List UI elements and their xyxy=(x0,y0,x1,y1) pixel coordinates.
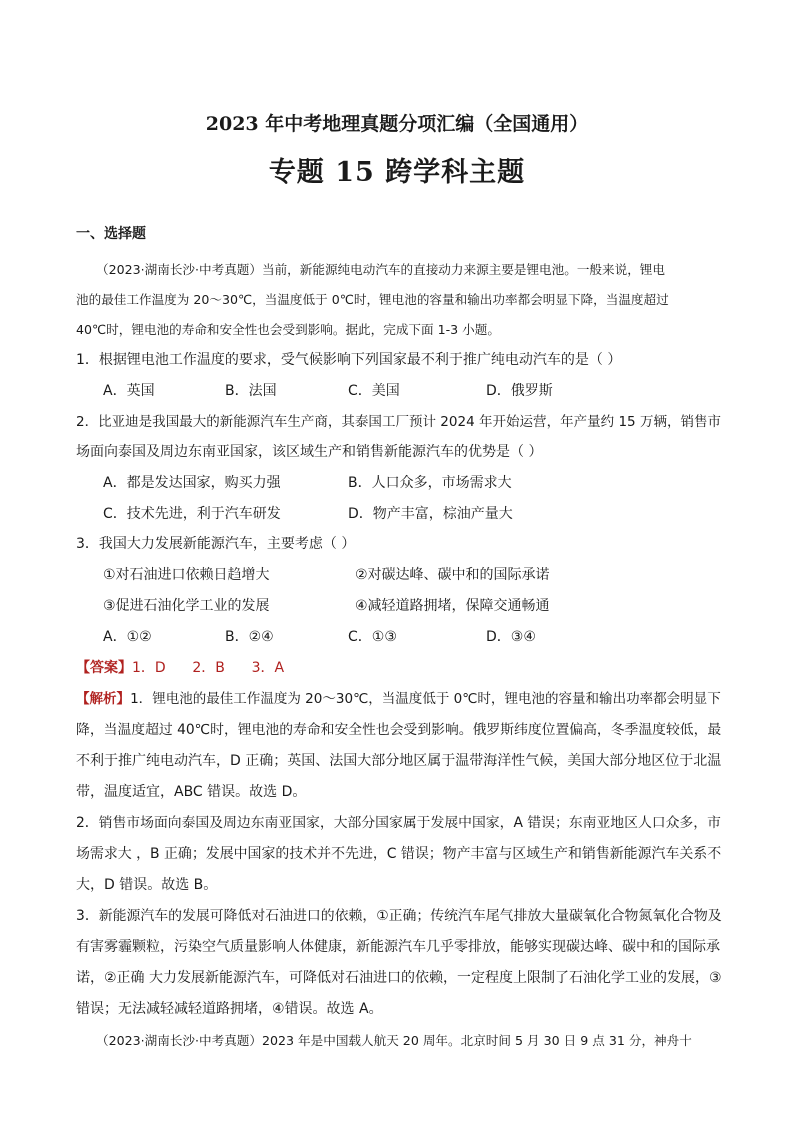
answer-text: 1．D 2．B 3．A xyxy=(132,660,285,676)
document-subtitle: 专题 15 跨学科主题 xyxy=(268,157,526,188)
passage-line: 40℃时，锂电池的寿命和安全性也会受到影响。据此，完成下面 1-3 小题。 xyxy=(76,322,500,337)
analysis-line: 2．销售市场面向泰国及周边东南亚国家，大部分国家属于发展中国家，A 错误；东南亚地区人口众多，市 xyxy=(76,815,721,831)
document-title: 2023 年中考地理真题分项汇编（全国通用） xyxy=(205,113,589,135)
analysis-line: 降，当温度超过 40℃时，锂电池的寿命和安全性也会受到影响。俄罗斯纬度位置偏高，冬季温度较低，最 xyxy=(76,722,722,738)
analysis-label: 【解析】 xyxy=(76,691,131,707)
analysis-line: 带，温度适宜，ABC 错误。故选 D。 xyxy=(76,784,307,800)
passage-line: 池的最佳工作温度为 20～30℃，当温度低于 0℃时，锂电池的容量和输出功率都会明显下降，当温度超过 xyxy=(76,292,669,307)
q3-option-c: C．①③ xyxy=(348,629,397,645)
analysis-line: 诺，②正确 大力发展新能源汽车，可降低对石油进口的依赖，一定程度上限制了石油化学工业的发展，③ xyxy=(76,970,722,986)
question-2-stem: 2．比亚迪是我国最大的新能源汽车生产商，其泰国工厂预计 2024 年开始运营，年产量约 15 万辆，销售市 xyxy=(76,414,722,430)
q3-option-a: A．①② xyxy=(103,629,152,645)
analysis-line: 3．新能源汽车的发展可降低对石油进口的依赖，①正确；传统汽车尾气排放大量碳氧化合物氮氧化合物及 xyxy=(76,908,722,924)
answer-label: 【答案】 xyxy=(76,660,132,676)
analysis-line: 不利于推广纯电动汽车，D 正确；英国、法国大部分地区属于温带海洋性气候，美国大部分地区位于北温 xyxy=(76,753,722,769)
analysis-text: 1．锂电池的最佳工作温度为 20～30℃，当温度低于 0℃时，锂电池的容量和输出功率都会明显下 xyxy=(130,691,721,707)
q2-option-c: C．技术先进，利于汽车研发 xyxy=(103,506,281,522)
q2-option-a: A．都是发达国家，购买力强 xyxy=(103,475,281,491)
q3-statement-3: ③促进石油化学工业的发展 xyxy=(103,598,270,614)
analysis-line: 场需求大 ，B 正确；发展中国家的技术并不先进，C 错误；物产丰富与区域生产和销售新能源汽车关系不 xyxy=(76,846,722,862)
q1-option-b: B．法国 xyxy=(225,383,277,399)
analysis-line xyxy=(76,689,721,709)
answer-line xyxy=(76,658,284,678)
q3-statement-4: ④减轻道路拥堵，保障交通畅通 xyxy=(355,598,550,614)
question-1-stem: 1．根据锂电池工作温度的要求，受气候影响下列国家最不利于推广纯电动汽车的是（ ） xyxy=(76,352,622,368)
question-2-stem: 场面向泰国及周边东南亚国家，该区域生产和销售新能源汽车的优势是（ ） xyxy=(76,444,543,460)
analysis-line: 错误；无法减轻减轻道路拥堵，④错误。故选 A。 xyxy=(76,1001,383,1017)
analysis-line: 大，D 错误。故选 B。 xyxy=(76,877,218,893)
analysis-line: 有害雾霾颗粒，污染空气质量影响人体健康，新能源汽车几乎零排放，能够实现碳达峰、碳中和的国际承 xyxy=(76,939,720,955)
q1-option-a: A．英国 xyxy=(103,383,155,399)
q3-statement-1: ①对石油进口依赖日趋增大 xyxy=(103,567,270,583)
passage-line: （2023·湖南长沙·中考真题）2023 年是中国载人航天 20 周年。北京时间 5 月 30 日 9 点 31 分，神舟十 xyxy=(96,1033,692,1048)
passage-line: （2023·湖南长沙·中考真题）当前，新能源纯电动汽车的直接动力来源主要是锂电池。一般来说，锂电 xyxy=(96,262,665,277)
q1-option-d: D．俄罗斯 xyxy=(486,383,553,399)
q3-statement-2: ②对碳达峰、碳中和的国际承诺 xyxy=(355,567,550,583)
section-heading: 一、选择题 xyxy=(76,226,146,242)
q1-option-c: C．美国 xyxy=(348,383,400,399)
question-3-stem: 3．我国大力发展新能源汽车，主要考虑（ ） xyxy=(76,536,356,552)
q2-option-d: D．物产丰富，棕油产量大 xyxy=(348,506,513,522)
q2-option-b: B．人口众多，市场需求大 xyxy=(348,475,512,491)
q3-option-b: B．②④ xyxy=(225,629,274,645)
q3-option-d: D．③④ xyxy=(486,629,536,645)
